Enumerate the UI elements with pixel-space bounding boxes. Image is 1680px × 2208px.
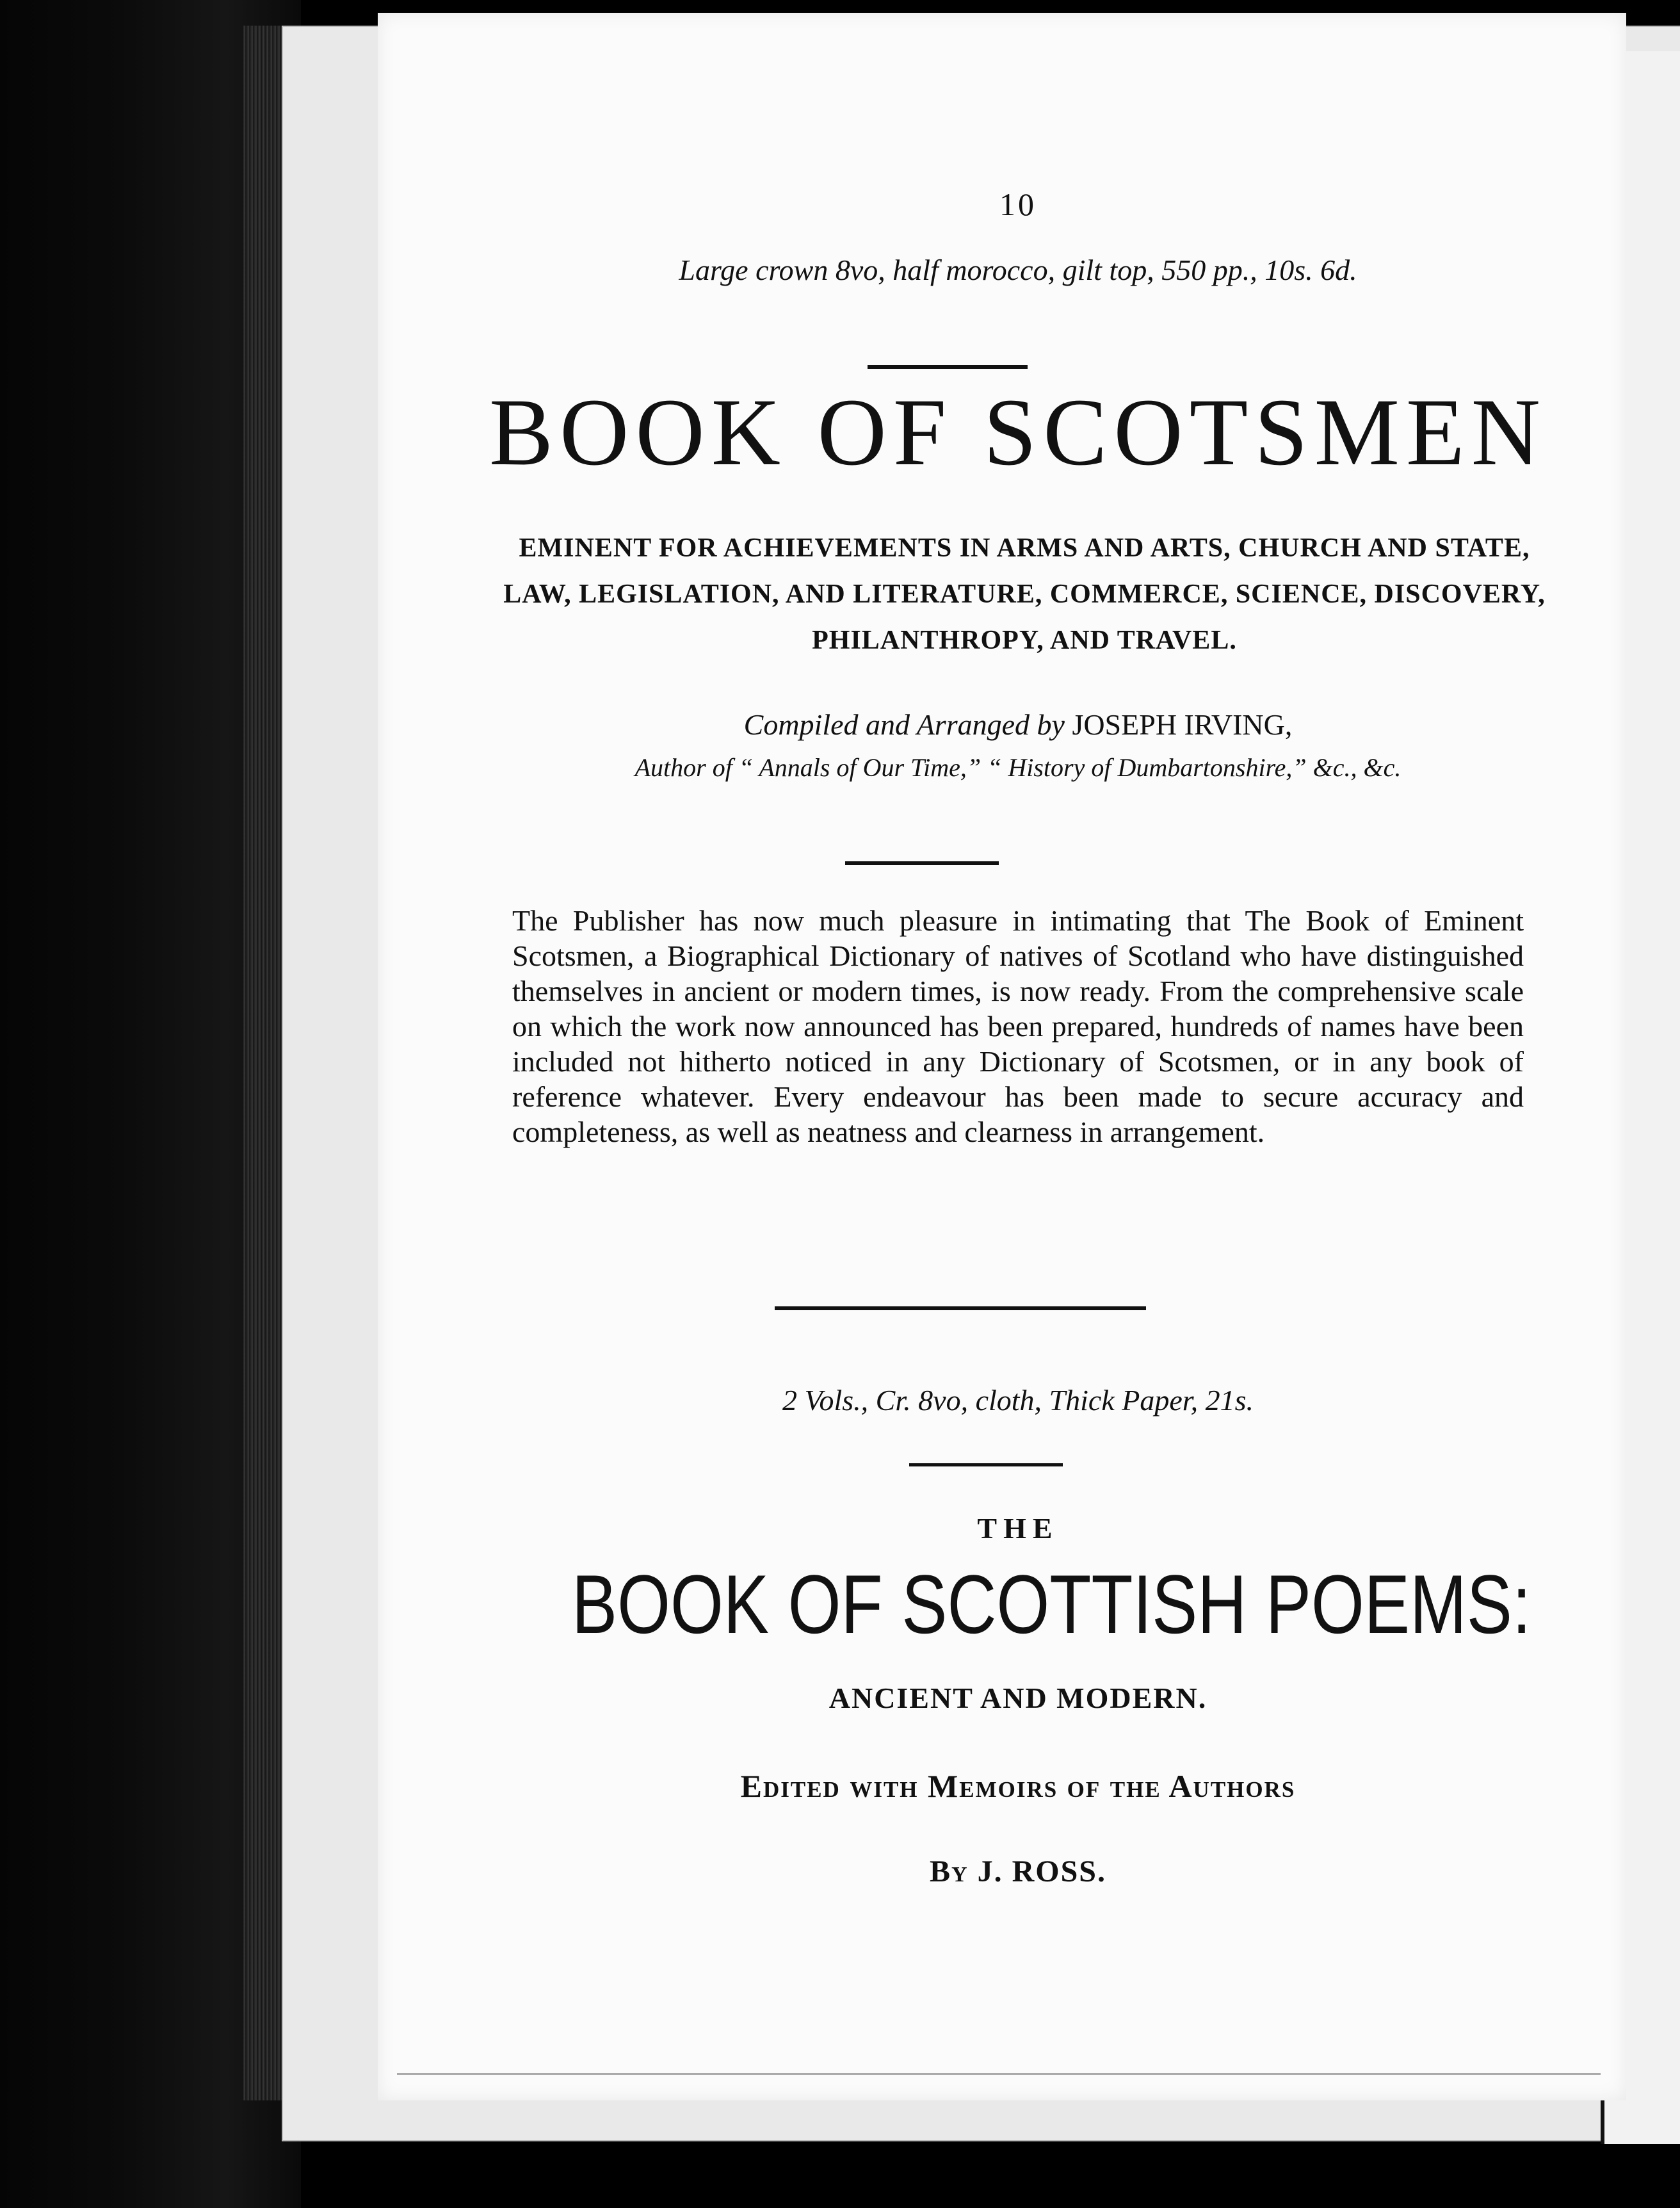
book-subtitle-scotsmen: EMINENT FOR ACHIEVEMENTS IN ARMS AND ARTS, CHURCH AND STATE, LAW, LEGISLATION, AND LITERATURE, COMMERCE, SCIENCE, DISCOVERY, PHILANTHROPY, AND TRAVEL.: [503, 533, 1546, 655]
page-number: 10: [999, 186, 1037, 222]
book-specification-2: 2 Vols., Cr. 8vo, cloth, Thick Paper, 21s.: [782, 1384, 1254, 1417]
book-title-scottish-poems: BOOK OF SCOTTISH POEMS:: [572, 1557, 1531, 1651]
editor-name: By J. ROSS.: [930, 1855, 1106, 1888]
divider-rule: [868, 365, 1028, 369]
book-title-scotsmen: BOOK OF SCOTSMEN: [489, 379, 1547, 485]
page-bottom-edge: [397, 2073, 1601, 2075]
editor-note: Edited with Memoirs of the Authors: [740, 1768, 1296, 1804]
compiler-credentials: Author of “ Annals of Our Time,” “ History of Dumbartonshire,” &c., &c.: [634, 753, 1401, 782]
book-specification-1: Large crown 8vo, half morocco, gilt top, 550 pp., 10s. 6d.: [679, 254, 1357, 286]
compiler-name: JOSEPH IRVING,: [1072, 708, 1293, 741]
compiled-prefix: Compiled and Arranged by: [743, 708, 1065, 741]
book-subtitle-poems: ANCIENT AND MODERN.: [828, 1682, 1208, 1714]
advertisement-page: [378, 13, 1626, 2100]
divider-rule-long: [775, 1306, 1146, 1310]
divider-rule: [909, 1463, 1063, 1466]
divider-rule: [845, 861, 999, 865]
compiler-line: [474, 708, 1562, 742]
publisher-notice: The Publisher has now much pleasure in intimating that The Book of Eminent Scotsmen, a Biographical Dictionary of natives of Scotland who have distinguished themselves in ancient or modern times, is now ready. From the comprehensive scale on which the work now announced has been prepared, hundreds of names have been included not hitherto noticed in any Dictionary of Scotsmen, or in any book of reference whatever. Every endeavour has been made to secure accuracy and completeness, as well as neatness and clearness in arrangement.: [512, 904, 1524, 1148]
article-the: THE: [977, 1512, 1059, 1545]
